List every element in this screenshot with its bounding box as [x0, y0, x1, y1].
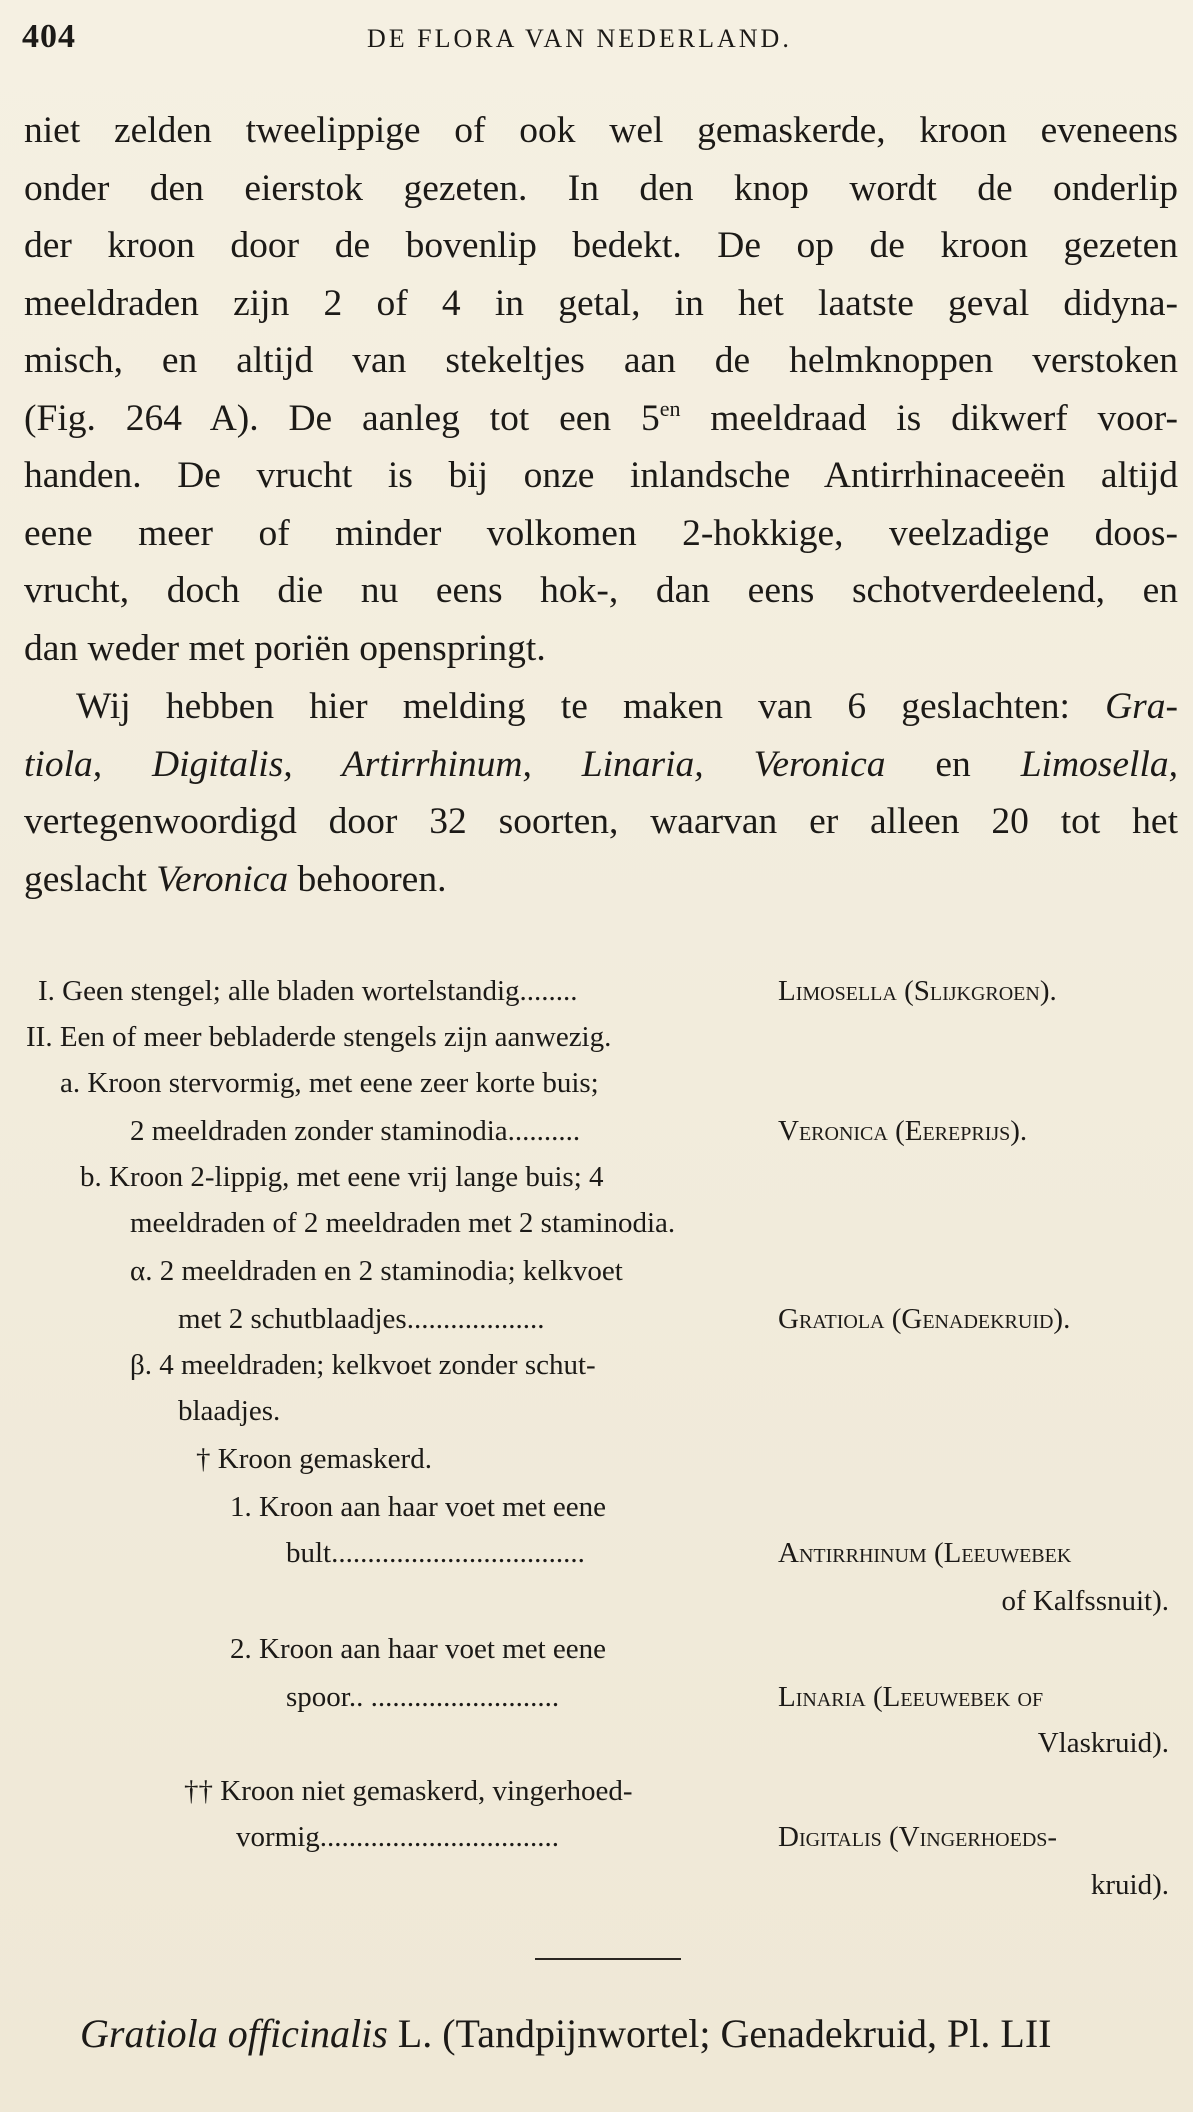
key-entry-2-cont: spoor.. .......................... [286, 1681, 560, 1713]
text-line [24, 390, 1178, 448]
genus-name: Veronica [156, 858, 289, 900]
key-result-digitalis-cont: kruid). [1090, 1869, 1169, 1901]
section-divider [535, 1958, 681, 1960]
text-line: misch, en altijd van stekeltjes aan de helmknoppen verstoken [24, 340, 1178, 381]
text-segment: en [885, 743, 1021, 785]
key-entry-1-cont: bult................................... [286, 1537, 585, 1569]
key-entry-II: II. Een of meer bebladerde stengels zijn aanwezig. [26, 1021, 612, 1053]
key-entry-a: a. Kroon stervormig, met eene zeer korte buis; [60, 1067, 599, 1099]
page-number: 404 [22, 18, 76, 55]
key-result-linaria: Linaria (Leeuwebek of [778, 1681, 1044, 1713]
species-name: Gratiola officinalis [80, 2011, 388, 2056]
key-entry-a-cont: 2 meeldraden zonder staminodia.......... [130, 1115, 581, 1147]
text-line [24, 736, 1178, 794]
key-entry-b: b. Kroon 2-lippig, met eene vrij lange buis; 4 [80, 1161, 604, 1193]
key-entry-b-cont: meeldraden of 2 meeldraden met 2 staminodia. [130, 1207, 676, 1239]
genus-name: Limosella, [1020, 743, 1178, 785]
key-result-veronica: Veronica (Eereprijs). [778, 1115, 1028, 1147]
text-line: niet zelden tweelippige of ook wel gemaskerde, kroon eveneens [24, 110, 1178, 151]
text-segment: meeldraad is dikwerf voor- [680, 397, 1179, 439]
key-result-antirrhinum: Antirrhinum (Leeuwebek [778, 1537, 1072, 1569]
text-line: vertegenwoordigd door 32 soorten, waarvan er alleen 20 tot het [24, 801, 1178, 842]
key-entry-alpha: α. 2 meeldraden en 2 staminodia; kelkvoet [130, 1255, 623, 1287]
text-line [24, 678, 1178, 736]
key-result-limosella: Limosella (Slijkgroen). [778, 975, 1057, 1007]
text-line: eene meer of minder volkomen 2-hokkige, veelzadige doos- [24, 512, 1178, 554]
key-entry-double-dagger-cont: vormig................................. [236, 1821, 560, 1853]
text-segment: Wij hebben hier melding te maken van 6 geslachten: [76, 686, 1106, 727]
text-segment: geslacht [24, 858, 157, 900]
superscript: en [659, 395, 681, 421]
key-entry-double-dagger: †† Kroon niet gemaskerd, vingerhoed- [184, 1775, 633, 1807]
key-entry-1: 1. Kroon aan haar voet met eene [230, 1491, 607, 1523]
key-entry-beta: β. 4 meeldraden; kelkvoet zonder schut- [130, 1349, 596, 1381]
genus-name: tiola, Digitalis, Artirrhinum, Linaria, Veronica [24, 743, 886, 785]
text-line [24, 851, 1178, 909]
key-result-digitalis: Digitalis (Vingerhoeds- [778, 1821, 1058, 1853]
species-heading [80, 2010, 1052, 2057]
text-line: meeldraden zijn 2 of 4 in getal, in het laatste geval didyna- [24, 282, 1178, 324]
text-line: der kroon door de bovenlip bedekt. De op de kroon gezeten [24, 225, 1178, 266]
running-head: DE FLORA VAN NEDERLAND. [367, 24, 792, 53]
text-line: dan weder met poriën openspringt. [24, 627, 546, 669]
genus-name: Gra- [1105, 686, 1178, 727]
key-result-gratiola: Gratiola (Genadekruid). [778, 1303, 1071, 1335]
text-segment: (Fig. 264 A). De aanleg tot een 5 [24, 397, 660, 439]
key-entry-2: 2. Kroon aan haar voet met eene [230, 1633, 607, 1665]
key-entry-I: I. Geen stengel; alle bladen wortelstandig........ [38, 975, 578, 1007]
key-entry-beta-cont: blaadjes. [178, 1395, 281, 1427]
paragraph-1 [24, 102, 1178, 677]
key-result-antirrhinum-cont: of Kalfssnuit). [1001, 1585, 1169, 1617]
species-authority: L. (Tandpijnwortel; Genadekruid, Pl. LII [387, 2011, 1052, 2056]
key-entry-dagger: † Kroon gemaskerd. [196, 1443, 432, 1475]
text-line: onder den eierstok gezeten. In den knop wordt de onderlip [24, 167, 1178, 209]
text-segment: behooren. [288, 858, 447, 900]
text-line: vrucht, doch die nu eens hok-, dan eens schotverdeelend, en [24, 570, 1178, 611]
page-header [22, 18, 1171, 62]
text-line: handen. De vrucht is bij onze inlandsche Antirrhinaceeën altijd [24, 455, 1178, 496]
paragraph-2 [24, 678, 1178, 908]
key-entry-alpha-cont: met 2 schutblaadjes................... [178, 1303, 545, 1335]
key-result-linaria-cont: Vlaskruid). [1037, 1727, 1169, 1759]
